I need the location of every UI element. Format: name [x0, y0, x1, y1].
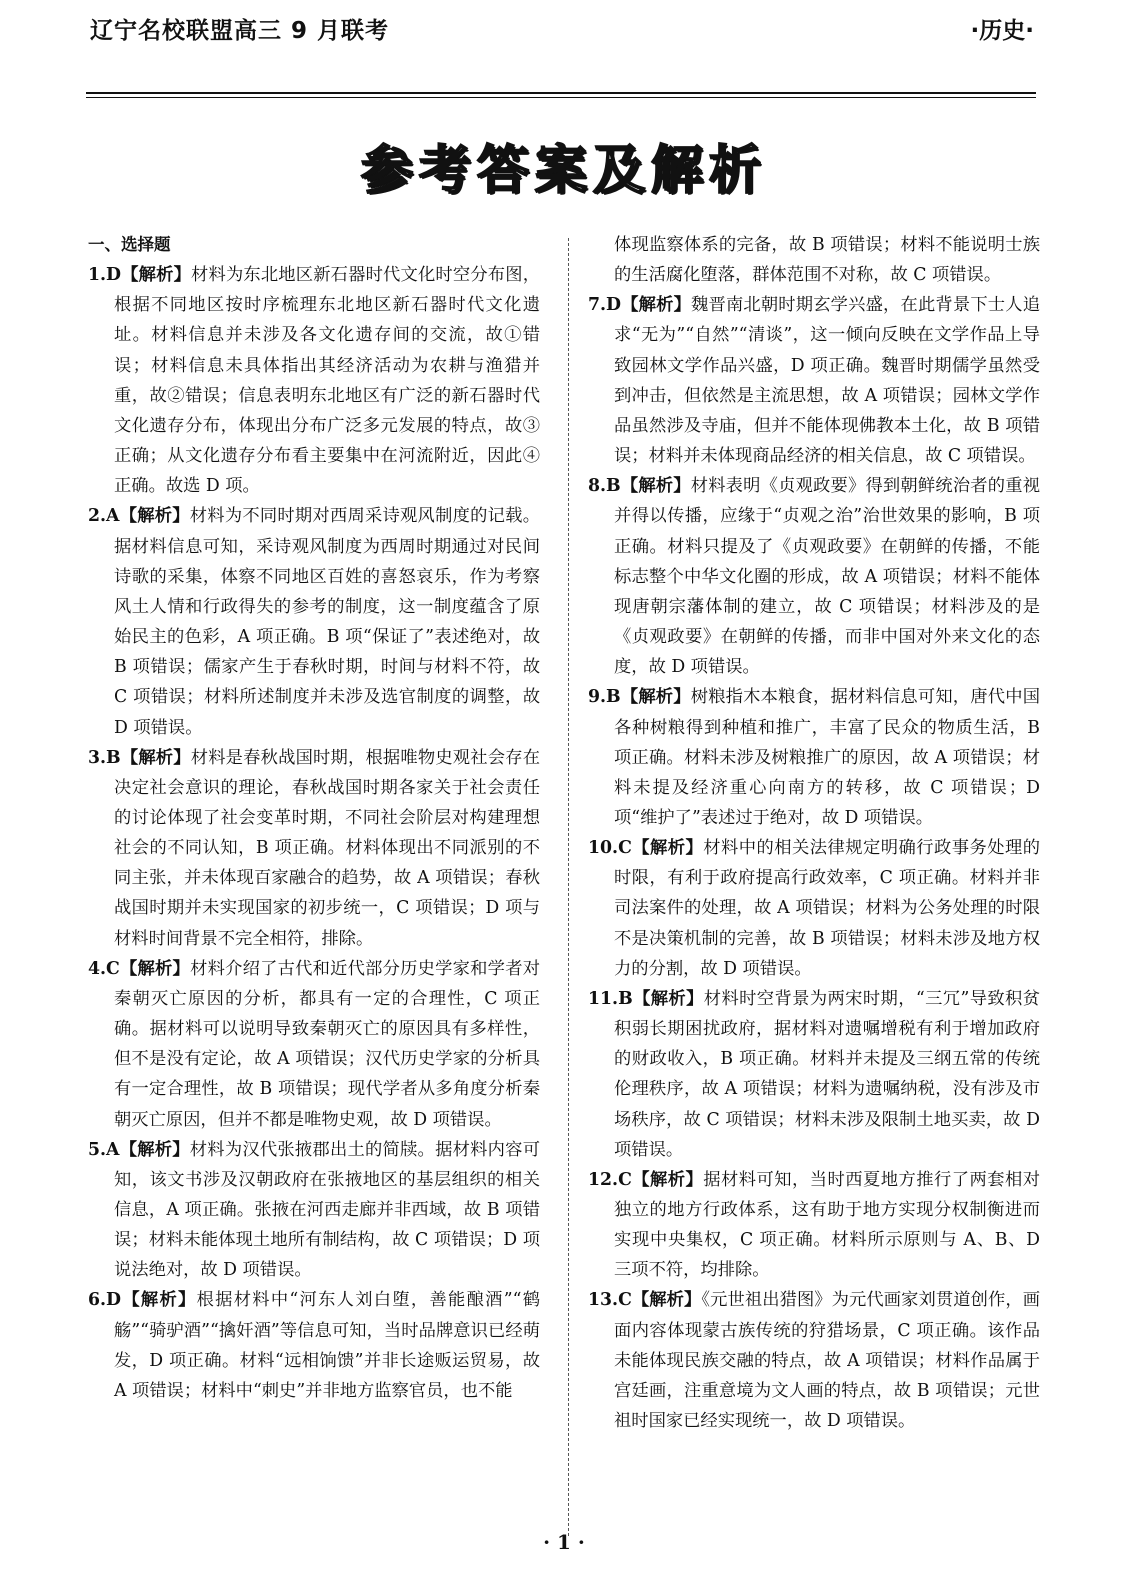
analysis-text: 根据材料中“河东人刘白堕，善能酿酒”“鹤觞”“骑驴酒”“擒奸酒”等信息可知，当时品牌意识已经萌发，D 项正确。材料“远相饷馈”并非长途贩运贸易，故 A 项错误；材料中“刺史”并非地方监察官员，也不能 [114, 1290, 540, 1401]
answer-item [588, 290, 1040, 471]
answer-number: 10.C [588, 838, 632, 859]
analysis-tag: 【解析】 [119, 506, 190, 527]
answer-number: 2.A [88, 506, 120, 527]
header-rule [86, 92, 1036, 94]
subject-label: ·历史· [970, 18, 1034, 44]
analysis-tag: 【解析】 [119, 958, 191, 979]
answer-item [88, 501, 540, 742]
answer-number: 5.A [88, 1139, 120, 1160]
left-column [88, 230, 540, 1406]
answer-item [88, 1285, 540, 1406]
answer-item [88, 954, 540, 1135]
analysis-text: 材料是春秋战国时期，根据唯物史观社会存在决定社会意识的理论，春秋战国时期各家关于社会责任的讨论体现了社会变革时期，不同社会阶层对构建理想社会的不同认知，B 项正确。材料体现出不同派别的不同主张，并未体现百家融合的趋势，故 A 项错误；春秋战国时期并未实现国家的初步统一，C 项错误；D 项与材料时间背景不完全相符，排除。 [114, 747, 540, 949]
page-number: · 1 · [543, 1530, 585, 1554]
answer-item [88, 743, 540, 954]
analysis-text: 魏晋南北朝时期玄学兴盛，在此背景下士人追求“无为”“自然”“清谈”，这一倾向反映在文学作品上导致园林文学作品兴盛，D 项正确。魏晋时期儒学虽然受到冲击，但依然是主流思想，故 A 项错误；园林文学作品虽然涉及寺庙，但并不能体现佛教本土化，故 B 项错误；材料并未体现商品经济的相关信息，故 C 项错误。 [614, 295, 1040, 467]
analysis-text: 据材料可知，当时西夏地方推行了两套相对独立的地方行政体系，这有助于地方实现分权制衡进而实现中央集权，C 项正确。材料所示原则与 A、B、D 三项不符，均排除。 [614, 1169, 1040, 1281]
analysis-text: 材料介绍了古代和近代部分历史学家和学者对秦朝灭亡原因的分析，都具有一定的合理性，C 项正确。据材料可以说明导致秦朝灭亡的原因具有多样性，但不是没有定论，故 A 项错误；汉代历史学家的分析具有一定合理性，故 B 项错误；现代学者从多角度分析秦朝灭亡原因，但并不都是唯物史观，故 D 项错误。 [114, 958, 540, 1130]
analysis-tag: 【解析】 [631, 1290, 702, 1311]
answer-item [588, 984, 1040, 1165]
column-divider [568, 238, 569, 1536]
header-rule-thin [86, 97, 1036, 98]
answer-number: 9.B [588, 687, 621, 708]
answer-number: 4.C [88, 958, 120, 979]
answer-item [588, 471, 1040, 682]
answer-number: 3.B [88, 747, 121, 768]
analysis-text: 《元世祖出猎图》为元代画家刘贯道创作，画面内容体现蒙古族传统的狩猎场景，C 项正确。该作品未能体现民族交融的特点，故 A 项错误；材料作品属于宫廷画，注重意境为文人画的特点，故 B 项错误；元世祖时国家已经实现统一，故 D 项错误。 [614, 1290, 1040, 1432]
analysis-text: 材料时空背景为两宋时期，“三冗”导致积贫积弱长期困扰政府，据材料对遗嘱增税有利于增加政府的财政收入，B 项正确。材料并未提及三纲五常的传统伦理秩序，故 A 项错误；材料为遗嘱纳税，没有涉及市场秩序，故 C 项错误；材料未涉及限制土地买卖，故 D 项错误。 [614, 988, 1040, 1160]
answer-number: 13.C [588, 1290, 632, 1311]
page-header [86, 8, 1036, 88]
analysis-text: 材料表明《贞观政要》得到朝鲜统治者的重视并得以传播，应缘于“贞观之治”治世效果的影响，B 项正确。材料只提及了《贞观政要》在朝鲜的传播，不能标志整个中华文化圈的形成，故 A 项错误；材料不能体现唐朝宗藩体制的建立，故 C 项错误；材料涉及的是《贞观政要》在朝鲜的传播，而非中国对外来文化的态度，故 D 项错误。 [614, 476, 1040, 678]
answer-number: 7.D [588, 295, 622, 316]
analysis-text: 材料为不同时期对西周采诗观风制度的记载。据材料信息可知，采诗观风制度为西周时期通过对民间诗歌的采集，体察不同地区百姓的喜怒哀乐，作为考察风土人情和行政得失的参考的制度，这一制度蕴含了原始民主的色彩，A 项正确。B 项“保证了”表述绝对，故 B 项错误；儒家产生于春秋时期，时间与材料不符，故 C 项错误；材料所述制度并未涉及选官制度的调整，故 D 项错误。 [114, 506, 540, 738]
right-column [588, 230, 1040, 1436]
continued-answer-text: 体现监察体系的完备，故 B 项错误；材料不能说明士族的生活腐化堕落，群体范围不对称，故 C 项错误。 [614, 235, 1040, 286]
analysis-tag: 【解析】 [120, 747, 191, 768]
analysis-tag: 【解析】 [620, 687, 691, 708]
analysis-text: 树粮指木本粮食，据材料信息可知，唐代中国各种树粮得到种植和推广，丰富了民众的物质生活，B 项正确。材料未涉及树粮推广的原因，故 A 项错误；材料未提及经济重心向南方的转移，故 C 项错误；D 项“维护了”表述过于绝对，故 D 项错误。 [614, 687, 1040, 828]
answer-number: 8.B [588, 476, 621, 497]
exam-name: 辽宁名校联盟高三 9 月联考 [90, 18, 390, 44]
answer-number: 6.D [88, 1290, 122, 1311]
analysis-text: 材料为汉代张掖郡出土的简牍。据材料内容可知，该文书涉及汉朝政府在张掖地区的基层组织的相关信息，A 项正确。张掖在河西走廊并非西域，故 B 项错误；材料未能体现土地所有制结构，故 C 项错误；D 项说法绝对，故 D 项错误。 [114, 1139, 540, 1281]
analysis-tag: 【解析】 [632, 988, 704, 1009]
answer-item [588, 1165, 1040, 1286]
answer-number: 12.C [588, 1169, 632, 1190]
answer-item [88, 260, 540, 501]
analysis-tag: 【解析】 [620, 476, 691, 497]
page-title: 参考答案及解析 [360, 141, 767, 201]
answer-number: 1.D [88, 265, 122, 286]
analysis-tag: 【解析】 [121, 265, 192, 286]
analysis-tag: 【解析】 [631, 838, 704, 859]
analysis-tag: 【解析】 [631, 1169, 704, 1190]
analysis-tag: 【解析】 [119, 1139, 190, 1160]
analysis-tag: 【解析】 [621, 295, 692, 316]
answer-item [88, 1135, 540, 1286]
answer-item [588, 682, 1040, 833]
answer-number: 11.B [588, 988, 633, 1009]
answer-item [588, 1285, 1040, 1436]
analysis-text: 材料为东北地区新石器时代文化时空分布图，根据不同地区按时序梳理东北地区新石器时代文化遗址。材料信息并未涉及各文化遗存间的交流，故①错误；材料信息未具体指出其经济活动为农耕与渔猎并重，故②错误；信息表明东北地区有广泛的新石器时代文化遗存分布，体现出分布广泛多元发展的特点，故③正确；从文化遗存分布看主要集中在河流附近，因此④正确。故选 D 项。 [114, 265, 540, 497]
answer-item [588, 833, 1040, 984]
section-heading: 一、选择题 [88, 235, 171, 254]
analysis-tag: 【解析】 [121, 1290, 197, 1311]
analysis-text: 材料中的相关法律规定明确行政事务处理的时限，有利于政府提高行政效率，C 项正确。材料并非司法案件的处理，故 A 项错误；材料为公务处理的时限不是决策机制的完善，故 B 项错误；材料未涉及地方权力的分割，故 D 项错误。 [614, 838, 1040, 979]
